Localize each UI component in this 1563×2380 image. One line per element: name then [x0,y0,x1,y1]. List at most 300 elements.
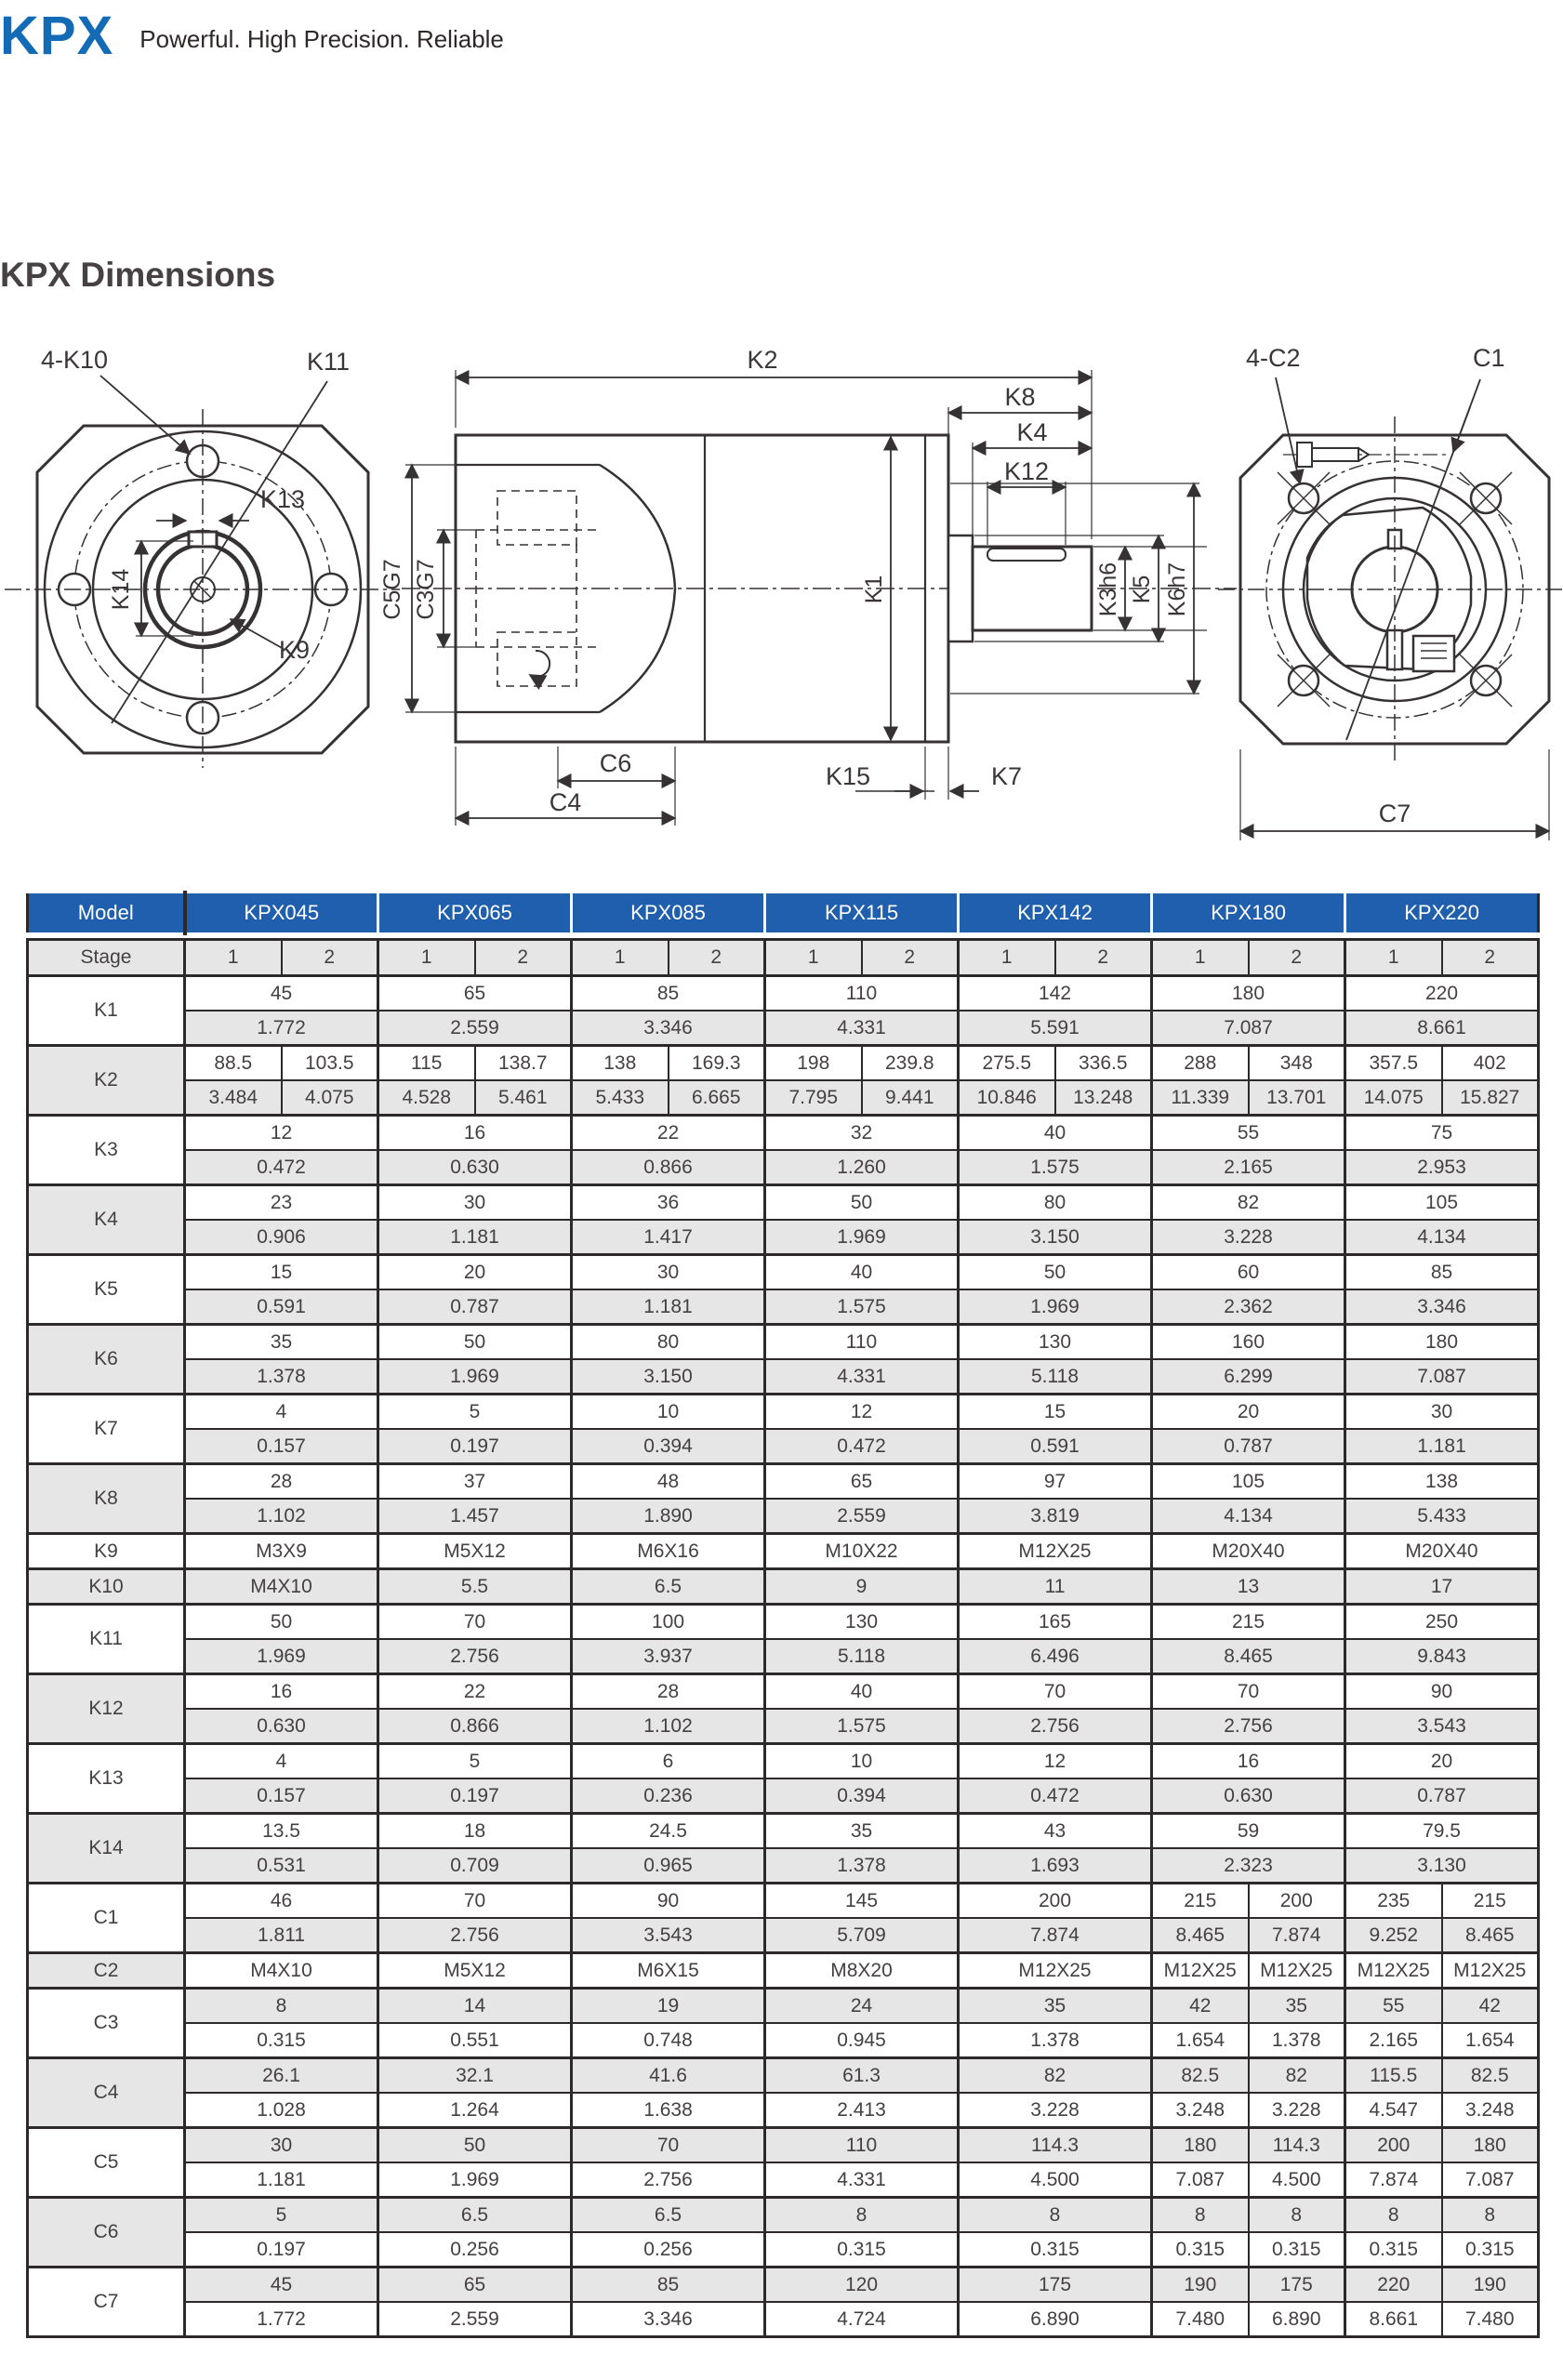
model-header-cell: KPX045 [185,892,378,934]
dim-value: 0.197 [378,1778,572,1814]
dim-value: 3.937 [572,1639,765,1674]
table-row [28,1429,1539,1464]
dim-value: 103.5 [282,1046,378,1081]
dim-value: 180 [1152,2128,1249,2163]
dim-value: 0.256 [572,2232,765,2268]
dim-value: 110 [765,976,959,1012]
label-K6h7: K6h7 [1164,562,1190,617]
dim-value: 1.969 [765,1220,959,1255]
table-row [28,1534,1539,1569]
stage-cell: 1 [572,940,669,976]
dim-value: 0.197 [185,2232,378,2268]
dim-value: 8 [1345,2198,1442,2233]
row-label: C3 [28,1989,185,2058]
dim-value: 7.874 [1249,1918,1345,1953]
dim-value: 1.181 [1345,1429,1539,1464]
dim-value: 200 [959,1884,1152,1919]
dim-value: 7.087 [1152,1011,1345,1046]
table-row [28,2302,1539,2337]
technical-drawing [0,324,1563,865]
dim-value: 0.157 [185,1778,378,1814]
dim-value: M12X25 [959,1534,1152,1569]
stage-cell: 2 [669,940,765,976]
dim-value: 8.661 [1345,1011,1539,1046]
dim-value: 85 [572,976,765,1012]
label-K2: K2 [747,346,778,374]
dim-value: 138.7 [475,1046,572,1081]
dim-value: 40 [959,1116,1152,1151]
dim-value: 0.236 [572,1778,765,1814]
dim-value: 0.197 [378,1429,572,1464]
dim-value: 180 [1345,1325,1539,1360]
dim-value: 13.5 [185,1814,378,1849]
stage-row [28,940,1539,976]
dim-value: 1.417 [572,1220,765,1255]
row-label: C5 [28,2128,185,2198]
dim-value: 0.965 [572,1848,765,1884]
dim-value: 145 [765,1884,959,1919]
dim-value: 115.5 [1345,2058,1442,2094]
table-row [28,1569,1539,1605]
dim-value: 8.661 [1345,2302,1442,2337]
dim-value: 110 [765,1325,959,1360]
model-header-cell: KPX220 [1345,892,1539,934]
table-row [28,1395,1539,1430]
stage-cell: 1 [765,940,862,976]
dim-value: 45 [185,2268,378,2303]
dim-value: 1.969 [959,1289,1152,1325]
dim-value: 30 [185,2128,378,2163]
dim-value: 55 [1345,1989,1442,2024]
row-label: K11 [28,1605,185,1674]
label-C3G7: C3G7 [413,559,439,620]
row-label: K6 [28,1325,185,1395]
table-row [28,1116,1539,1151]
label-K13: K13 [260,485,306,513]
dim-value: 3.228 [959,2093,1152,2128]
dim-value: 0.866 [378,1709,572,1744]
table-row [28,1185,1539,1221]
dim-value: 0.531 [185,1848,378,1884]
dim-value: 65 [378,976,572,1012]
dim-value: 0.315 [185,2023,378,2058]
model-row [28,892,1539,934]
dim-value: 2.953 [1345,1150,1539,1185]
dim-value: 0.945 [765,2023,959,2058]
dim-value: 48 [572,1464,765,1500]
row-label: K2 [28,1046,185,1116]
dim-value: 79.5 [1345,1814,1539,1849]
dim-value: 14 [378,1989,572,2024]
label-K12: K12 [1003,457,1050,485]
dim-value: 37 [378,1464,572,1500]
dim-value: 90 [1345,1674,1539,1710]
dim-value: 16 [185,1674,378,1710]
dim-value: 45 [185,976,378,1012]
dim-value: 3.228 [1152,1220,1345,1255]
dim-value: 114.3 [1249,2128,1345,2163]
row-label: K9 [28,1534,185,1569]
dim-value: 6.5 [572,1569,765,1605]
dim-value: 4.134 [1345,1220,1539,1255]
row-label: K5 [28,1255,185,1325]
dim-value: 2.323 [1152,1848,1345,1884]
dim-value: 18 [378,1814,572,1849]
dim-value: M12X25 [1249,1953,1345,1989]
dim-value: 3.346 [1345,1289,1539,1325]
dim-value: 357.5 [1345,1046,1442,1081]
dim-value: 80 [959,1185,1152,1221]
label-4-C2: 4-C2 [1246,344,1301,372]
dim-value: 1.181 [185,2162,378,2198]
dim-value: M6X16 [572,1534,765,1569]
dim-value: 50 [765,1185,959,1221]
dim-value: 0.630 [185,1709,378,1744]
dim-value: M5X12 [378,1534,572,1569]
row-label: K1 [28,976,185,1046]
dim-value: 200 [1249,1884,1345,1919]
dim-value: 1.772 [185,2302,378,2337]
label-K1: K1 [861,575,887,604]
table-row [28,2162,1539,2198]
dim-value: M20X40 [1152,1534,1345,1569]
dim-value: 3.543 [1345,1709,1539,1744]
dim-value: 10 [765,1744,959,1779]
dim-value: 85 [1345,1255,1539,1290]
dim-value: 42 [1442,1989,1539,2024]
stage-cell: 2 [1249,940,1345,976]
table-row [28,1255,1539,1290]
dim-value: 0.866 [572,1150,765,1185]
dim-value: 50 [378,1325,572,1360]
dim-value: 82 [959,2058,1152,2094]
dim-value: M5X12 [378,1953,572,1989]
dim-value: 9 [765,1569,959,1605]
dim-value: 61.3 [765,2058,959,2094]
dim-value: 2.559 [378,2302,572,2337]
dim-value: 115 [378,1046,475,1081]
dim-value: 190 [1442,2268,1539,2303]
row-label: K8 [28,1464,185,1534]
dim-value: 1.575 [765,1709,959,1744]
dim-value: 0.709 [378,1848,572,1884]
dim-value: 60 [1152,1255,1345,1290]
dim-value: 0.394 [765,1778,959,1814]
dim-value: 0.157 [185,1429,378,1464]
dim-value: 1.811 [185,1918,378,1953]
dim-value: 3.346 [572,1011,765,1046]
dim-value: 3.248 [1442,2093,1539,2128]
table-row [28,2268,1539,2303]
table-row [28,1639,1539,1674]
dim-value: 0.315 [1152,2232,1249,2268]
dim-value: 75 [1345,1116,1539,1151]
dim-value: 82.5 [1442,2058,1539,2094]
dim-value: 5 [185,2198,378,2233]
dim-value: 169.3 [669,1046,765,1081]
table-row [28,2232,1539,2268]
dim-value: 120 [765,2268,959,2303]
dim-value: 165 [959,1605,1152,1640]
label-K8: K8 [1004,383,1036,411]
dim-value: 2.413 [765,2093,959,2128]
dim-value: 70 [378,1884,572,1919]
dim-value: 1.181 [572,1289,765,1325]
table-row [28,1989,1539,2024]
dim-value: 8 [765,2198,959,2233]
row-label: K13 [28,1744,185,1814]
dim-value: 2.756 [959,1709,1152,1744]
dim-value: 130 [765,1605,959,1640]
dim-value: 13.248 [1055,1080,1152,1116]
dim-value: 0.256 [378,2232,572,2268]
dim-value: 8.465 [1152,1918,1249,1953]
dim-value: 17 [1345,1569,1539,1605]
dim-value: 1.654 [1152,2023,1249,2058]
dim-value: 215 [1152,1605,1345,1640]
dim-value: 6.890 [959,2302,1152,2337]
dim-value: 36 [572,1185,765,1221]
dim-value: 336.5 [1055,1046,1152,1081]
table-row [28,1220,1539,1255]
dim-value: 9.252 [1345,1918,1442,1953]
dim-value: 2.165 [1345,2023,1442,2058]
dim-value: 190 [1152,2268,1249,2303]
dim-value: 70 [959,1674,1152,1710]
table-row [28,1953,1539,1989]
dim-value: 12 [959,1744,1152,1779]
dim-value: 8 [959,2198,1152,2233]
dim-value: 1.378 [1249,2023,1345,2058]
dim-value: 4.075 [282,1080,378,1116]
dim-value: 2.362 [1152,1289,1345,1325]
table-row [28,1709,1539,1744]
dim-value: 5.118 [959,1359,1152,1395]
row-label: C4 [28,2058,185,2128]
dim-value: 35 [765,1814,959,1849]
table-row [28,1359,1539,1395]
dim-value: M4X10 [185,1953,378,1989]
label-C4: C4 [549,788,582,816]
stage-cell: 1 [1345,940,1442,976]
dim-value: 1.260 [765,1150,959,1185]
page-title: KPX Dimensions [0,255,276,294]
dim-value: 1.102 [572,1709,765,1744]
table-row [28,1778,1539,1814]
row-label: K12 [28,1674,185,1744]
stage-cell: 2 [1055,940,1152,976]
dim-value: 0.315 [1249,2232,1345,2268]
dim-value: 130 [959,1325,1152,1360]
dim-value: 138 [1345,1464,1539,1500]
dimensions-table [26,938,1540,2338]
dim-value: 3.819 [959,1499,1152,1534]
dim-value: M12X25 [1442,1953,1539,1989]
dim-value: 1.969 [185,1639,378,1674]
dim-value: 0.472 [959,1778,1152,1814]
table-row [28,2198,1539,2233]
dim-value: M12X25 [959,1953,1152,1989]
model-header-label: Model [28,892,185,934]
dim-value: M12X25 [1345,1953,1442,1989]
dim-value: 0.315 [959,2232,1152,2268]
row-label: K10 [28,1569,185,1605]
dim-value: 0.787 [1152,1429,1345,1464]
dim-value: 1.181 [378,1220,572,1255]
dim-value: 41.6 [572,2058,765,2094]
dim-value: M12X25 [1152,1953,1249,1989]
dim-value: 11.339 [1152,1080,1249,1116]
dim-value: 0.748 [572,2023,765,2058]
dim-value: 82 [1152,1185,1345,1221]
dim-value: 4.331 [765,1011,959,1046]
dim-value: 4.331 [765,1359,959,1395]
label-4-K10: 4-K10 [41,346,109,374]
dim-value: 20 [1345,1744,1539,1779]
label-K11: K11 [307,348,351,376]
dim-value: 275.5 [959,1046,1055,1081]
table-row [28,1499,1539,1534]
dim-value: 100 [572,1605,765,1640]
dim-value: 0.630 [378,1150,572,1185]
dim-value: 2.756 [378,1639,572,1674]
label-K4: K4 [1016,418,1048,446]
dim-value: 8 [1442,2198,1539,2233]
dim-value: 0.394 [572,1429,765,1464]
dim-value: 3.543 [572,1918,765,1953]
dim-value: 8 [185,1989,378,2024]
dim-value: M4X10 [185,1569,378,1605]
dim-value: 4.500 [959,2162,1152,2198]
dim-value: 80 [572,1325,765,1360]
label-K5: K5 [1129,575,1155,604]
dim-value: 7.480 [1152,2302,1249,2337]
dim-value: 28 [572,1674,765,1710]
dim-value: 15.827 [1442,1080,1539,1116]
table-row [28,1080,1539,1116]
dim-value: 6.496 [959,1639,1152,1674]
dim-value: 7.874 [959,1918,1152,1953]
table-row [28,976,1539,1012]
dim-value: 1.575 [959,1150,1152,1185]
dim-value: 65 [765,1464,959,1500]
dim-value: 3.228 [1249,2093,1345,2128]
model-header-table [26,891,1540,935]
table-row [28,1814,1539,1849]
dim-value: 180 [1442,2128,1539,2163]
row-label: K7 [28,1395,185,1464]
dim-value: 5.5 [378,1569,572,1605]
dim-value: M8X20 [765,1953,959,1989]
table-row [28,2023,1539,2058]
dim-value: 19 [572,1989,765,2024]
dim-value: 4.724 [765,2302,959,2337]
dim-value: 105 [1152,1464,1345,1500]
label-C1: C1 [1473,344,1505,372]
label-K7: K7 [991,762,1023,790]
dim-value: 20 [1152,1395,1345,1430]
dim-value: 220 [1345,2268,1442,2303]
dim-value: 3.346 [572,2302,765,2337]
dim-value: 13 [1152,1569,1345,1605]
dim-value: M10X22 [765,1534,959,1569]
dim-value: 2.559 [378,1011,572,1046]
dim-value: 50 [185,1605,378,1640]
stage-cell: 2 [862,940,959,976]
dim-value: 1.575 [765,1289,959,1325]
dim-value: 3.130 [1345,1848,1539,1884]
dim-value: 0.551 [378,2023,572,2058]
dim-value: 10.846 [959,1080,1055,1116]
dim-value: 6.5 [378,2198,572,2233]
table-row [28,1046,1539,1081]
dim-value: 215 [1442,1884,1539,1919]
dim-value: 5.591 [959,1011,1152,1046]
table-row [28,1150,1539,1185]
dim-value: 22 [378,1674,572,1710]
dim-value: 348 [1249,1046,1345,1081]
dim-value: 8.465 [1442,1918,1539,1953]
dim-value: 3.484 [185,1080,282,1116]
row-label: C2 [28,1953,185,1989]
dim-value: 30 [1345,1395,1539,1430]
dim-value: 215 [1152,1884,1249,1919]
dim-value: 200 [1345,2128,1442,2163]
dim-value: 23 [185,1185,378,1221]
stage-header-label: Stage [28,940,185,976]
dim-value: 1.969 [378,2162,572,2198]
dim-value: 0.472 [765,1429,959,1464]
dim-value: 1.638 [572,2093,765,2128]
dim-value: 20 [378,1255,572,1290]
dim-value: 14.075 [1345,1080,1442,1116]
label-K15: K15 [825,762,871,790]
dim-value: 24 [765,1989,959,2024]
dim-value: 46 [185,1884,378,1919]
dim-value: 30 [572,1255,765,1290]
label-C6: C6 [599,749,632,777]
dim-value: 0.315 [1442,2232,1539,2268]
dim-value: 0.315 [1345,2232,1442,2268]
dim-value: 198 [765,1046,862,1081]
dim-value: 35 [185,1325,378,1360]
dim-value: 1.693 [959,1848,1152,1884]
dim-value: 1.028 [185,2093,378,2128]
dim-value: 22 [572,1116,765,1151]
dim-value: 7.087 [1442,2162,1539,2198]
dim-value: 32.1 [378,2058,572,2094]
dim-value: 40 [765,1674,959,1710]
dim-value: 43 [959,1814,1152,1849]
side-view [402,370,1450,826]
dim-value: 16 [378,1116,572,1151]
dim-value: 3.248 [1152,2093,1249,2128]
dim-value: 142 [959,976,1152,1012]
dim-value: 5.433 [1345,1499,1539,1534]
dim-value: 8 [1249,2198,1345,2233]
table-row [28,1744,1539,1779]
dim-value: 7.795 [765,1080,862,1116]
table-row [28,1011,1539,1046]
table-row [28,2093,1539,2128]
dim-value: 70 [1152,1674,1345,1710]
stage-cell: 1 [185,940,282,976]
dim-value: 175 [1249,2268,1345,2303]
dim-value: 4 [185,1744,378,1779]
model-header-cell: KPX180 [1152,892,1345,934]
row-label: C7 [28,2268,185,2337]
dim-value: 250 [1345,1605,1539,1640]
